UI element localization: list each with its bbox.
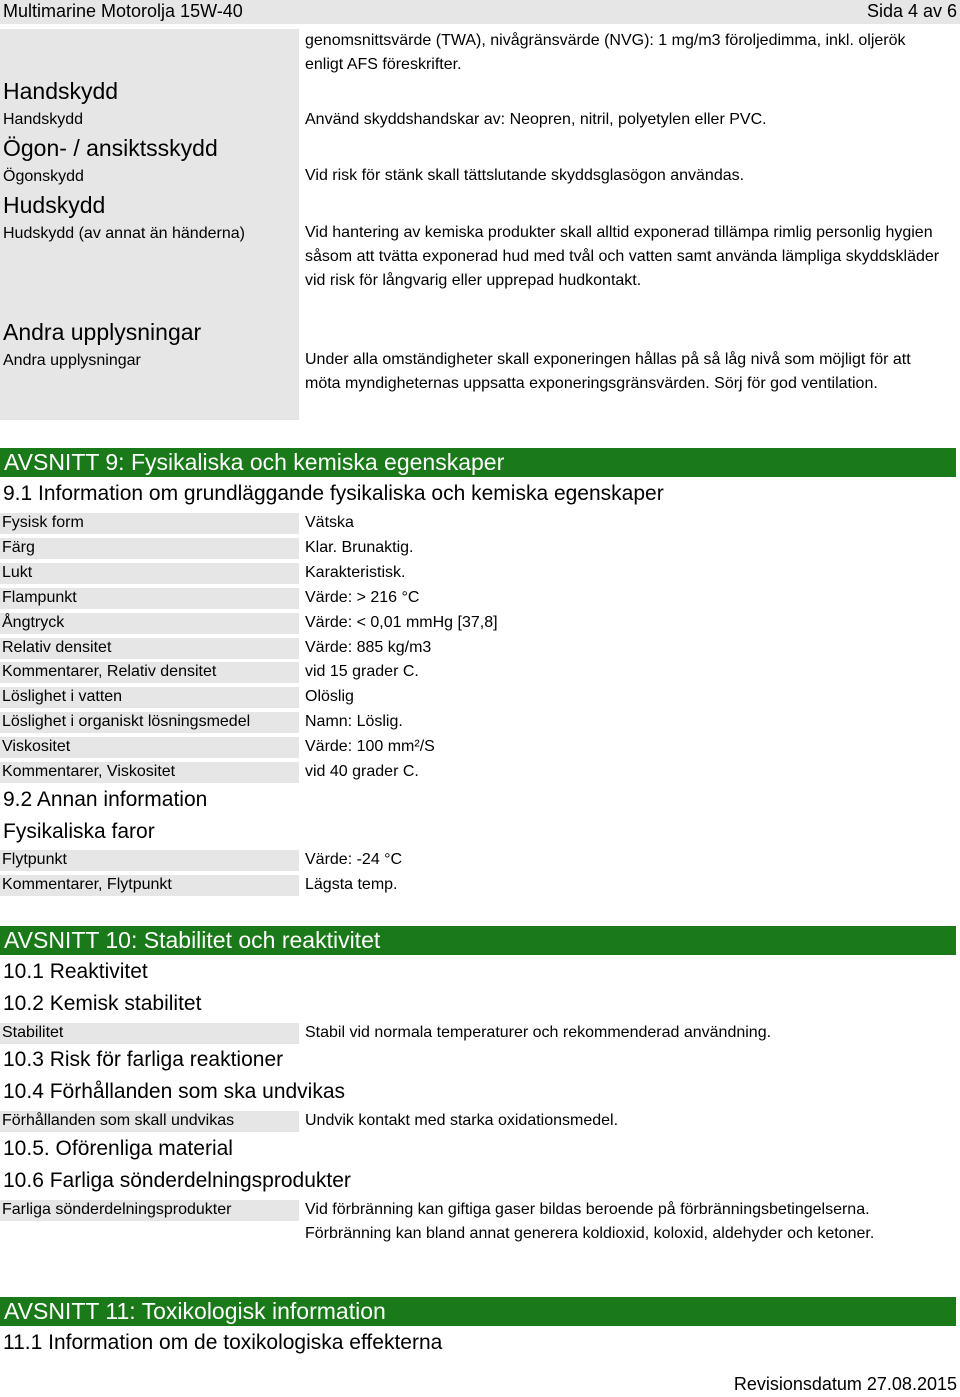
property-label: Kommentarer, Relativ densitet: [2, 663, 217, 681]
property-label: Färg: [2, 538, 35, 556]
text-handskydd: Använd skyddshandskar av: Neopren, nitril, polyetylen eller PVC.: [305, 111, 767, 128]
value-farliga: Vid förbränning kan giftiga gaser bildas beroende på förbränningsbetingelserna. Förbränning kan bland annat generera koldioxid, koloxid, aldehyder och ketoner.: [305, 1201, 875, 1242]
subsection-10-1: 10.1 Reaktivitet: [3, 960, 148, 983]
property-row: [0, 687, 299, 708]
property-label: Flampunkt: [2, 588, 77, 606]
property-label: Fysisk form: [2, 514, 84, 531]
heading-andra: Andra upplysningar: [3, 319, 202, 345]
property-value: Karakteristisk.: [305, 563, 406, 581]
property-value: Lägsta temp.: [305, 875, 398, 893]
property-value: vid 15 grader C.: [305, 663, 419, 681]
value-stabilitet: Stabil vid normala temperaturer och rekommenderad användning.: [305, 1024, 772, 1041]
property-row: [0, 638, 299, 659]
property-value: Värde: 885 kg/m3: [305, 638, 432, 656]
property-value: Värde: > 216 °C: [305, 588, 420, 606]
subsection-11-1: 11.1 Information om de toxikologiska effekterna: [3, 1331, 443, 1354]
property-row: [0, 538, 299, 559]
heading-ogonskydd: Ögon- / ansiktsskydd: [3, 135, 218, 161]
heading-handskydd: Handskydd: [3, 78, 119, 104]
section-9-title: AVSNITT 9: Fysikaliska och kemiska egenskaper: [4, 449, 505, 475]
document-title: Multimarine Motorolja 15W-40: [3, 1, 243, 21]
property-label: Ångtryck: [2, 613, 65, 631]
property-label: Relativ densitet: [2, 638, 112, 656]
property-value: vid 40 grader C.: [305, 763, 419, 780]
property-value: Värde: -24 °C: [305, 851, 403, 868]
property-value: Vätska: [305, 514, 354, 531]
label-stabilitet: Stabilitet: [2, 1024, 64, 1041]
continued-text: genomsnittsvärde (TWA), nivågränsvärde (NVG): 1 mg/m3 föroljedimma, inkl. oljerök enligt AFS föreskrifter.: [305, 32, 906, 73]
label-handskydd: Handskydd: [3, 111, 84, 128]
subsection-9-2: 9.2 Annan information: [3, 788, 208, 811]
value-forhallanden: Undvik kontakt med starka oxidationsmedel.: [305, 1112, 619, 1129]
property-row: [0, 737, 299, 758]
property-row: [0, 513, 299, 534]
subsection-10-3: 10.3 Risk för farliga reaktioner: [3, 1048, 284, 1071]
property-label: Flytpunkt: [2, 851, 67, 868]
property-value: Värde: 100 mm²/S: [305, 738, 435, 756]
text-ogonskydd: Vid risk för stänk skall tättslutande skyddsglasögon användas.: [305, 167, 745, 184]
label-andra: Andra upplysningar: [3, 352, 141, 369]
property-row: [0, 762, 299, 783]
subsection-10-2: 10.2 Kemisk stabilitet: [3, 992, 202, 1015]
section-11-bar: [0, 1297, 956, 1326]
property-label: Viskositet: [2, 738, 71, 756]
section-10-bar: [0, 926, 956, 955]
label-farliga: Farliga sönderdelningsprodukter: [2, 1201, 232, 1218]
subsection-10-6: 10.6 Farliga sönderdelningsprodukter: [3, 1169, 351, 1192]
subsection-10-4: 10.4 Förhållanden som ska undvikas: [3, 1080, 346, 1103]
page-number: Sida 4 av 6: [866, 1, 957, 21]
label-forhallanden: Förhållanden som skall undvikas: [2, 1112, 235, 1129]
section-9-bar: [0, 448, 956, 477]
section-11-title: AVSNITT 11: Toxikologisk information: [4, 1298, 386, 1324]
row-farliga: [0, 1200, 299, 1221]
heading-hudskydd: Hudskydd: [3, 192, 106, 218]
text-andra: Under alla omständigheter skall exponeringen hållas på så låg nivå som möjligt för att möta myndigheternas uppsatta exponeringsgränsvärden. Sörj för god ventilation.: [305, 351, 911, 392]
property-value: Namn: Löslig.: [305, 713, 403, 731]
property-label: Kommentarer, Viskositet: [2, 763, 176, 780]
label-ogonskydd: Ögonskydd: [3, 168, 84, 185]
property-row: [0, 662, 299, 683]
property-value: Olöslig: [305, 688, 354, 706]
row-stabilitet: [0, 1023, 299, 1044]
subsection-10-5: 10.5. Oförenliga material: [3, 1137, 233, 1160]
property-value: Värde: < 0,01 mmHg [37,8]: [305, 613, 498, 631]
property-label: Lukt: [2, 563, 33, 581]
subsection-9-1: 9.1 Information om grundläggande fysikaliska och kemiska egenskaper: [3, 482, 664, 505]
property-row: [0, 588, 299, 609]
property-row: [0, 712, 299, 733]
property-row: [0, 613, 299, 634]
section-10-title: AVSNITT 10: Stabilitet och reaktivitet: [4, 927, 381, 953]
property-row: [0, 850, 299, 871]
property-label: Löslighet i vatten: [2, 688, 123, 706]
property-label: Löslighet i organiskt lösningsmedel: [2, 713, 251, 731]
property-row: [0, 563, 299, 584]
row-forhallanden: [0, 1111, 299, 1132]
subsection-fysikaliska-faror: Fysikaliska faror: [3, 820, 155, 843]
property-value: Klar. Brunaktig.: [305, 538, 414, 556]
revision-date: Revisionsdatum 27.08.2015: [733, 1374, 957, 1394]
property-row: [0, 875, 299, 896]
text-hudskydd: Vid hantering av kemiska produkter skall alltid exponerad tillämpa rimlig personlig hygien såsom att tvätta exponerad hud med tvål och vatten samt använda lämpliga skyddskläder vid risk för långvarig eller upprepad hudkontakt.: [305, 224, 940, 289]
property-label: Kommentarer, Flytpunkt: [2, 875, 172, 893]
label-hudskydd: Hudskydd (av annat än händerna): [3, 225, 245, 242]
